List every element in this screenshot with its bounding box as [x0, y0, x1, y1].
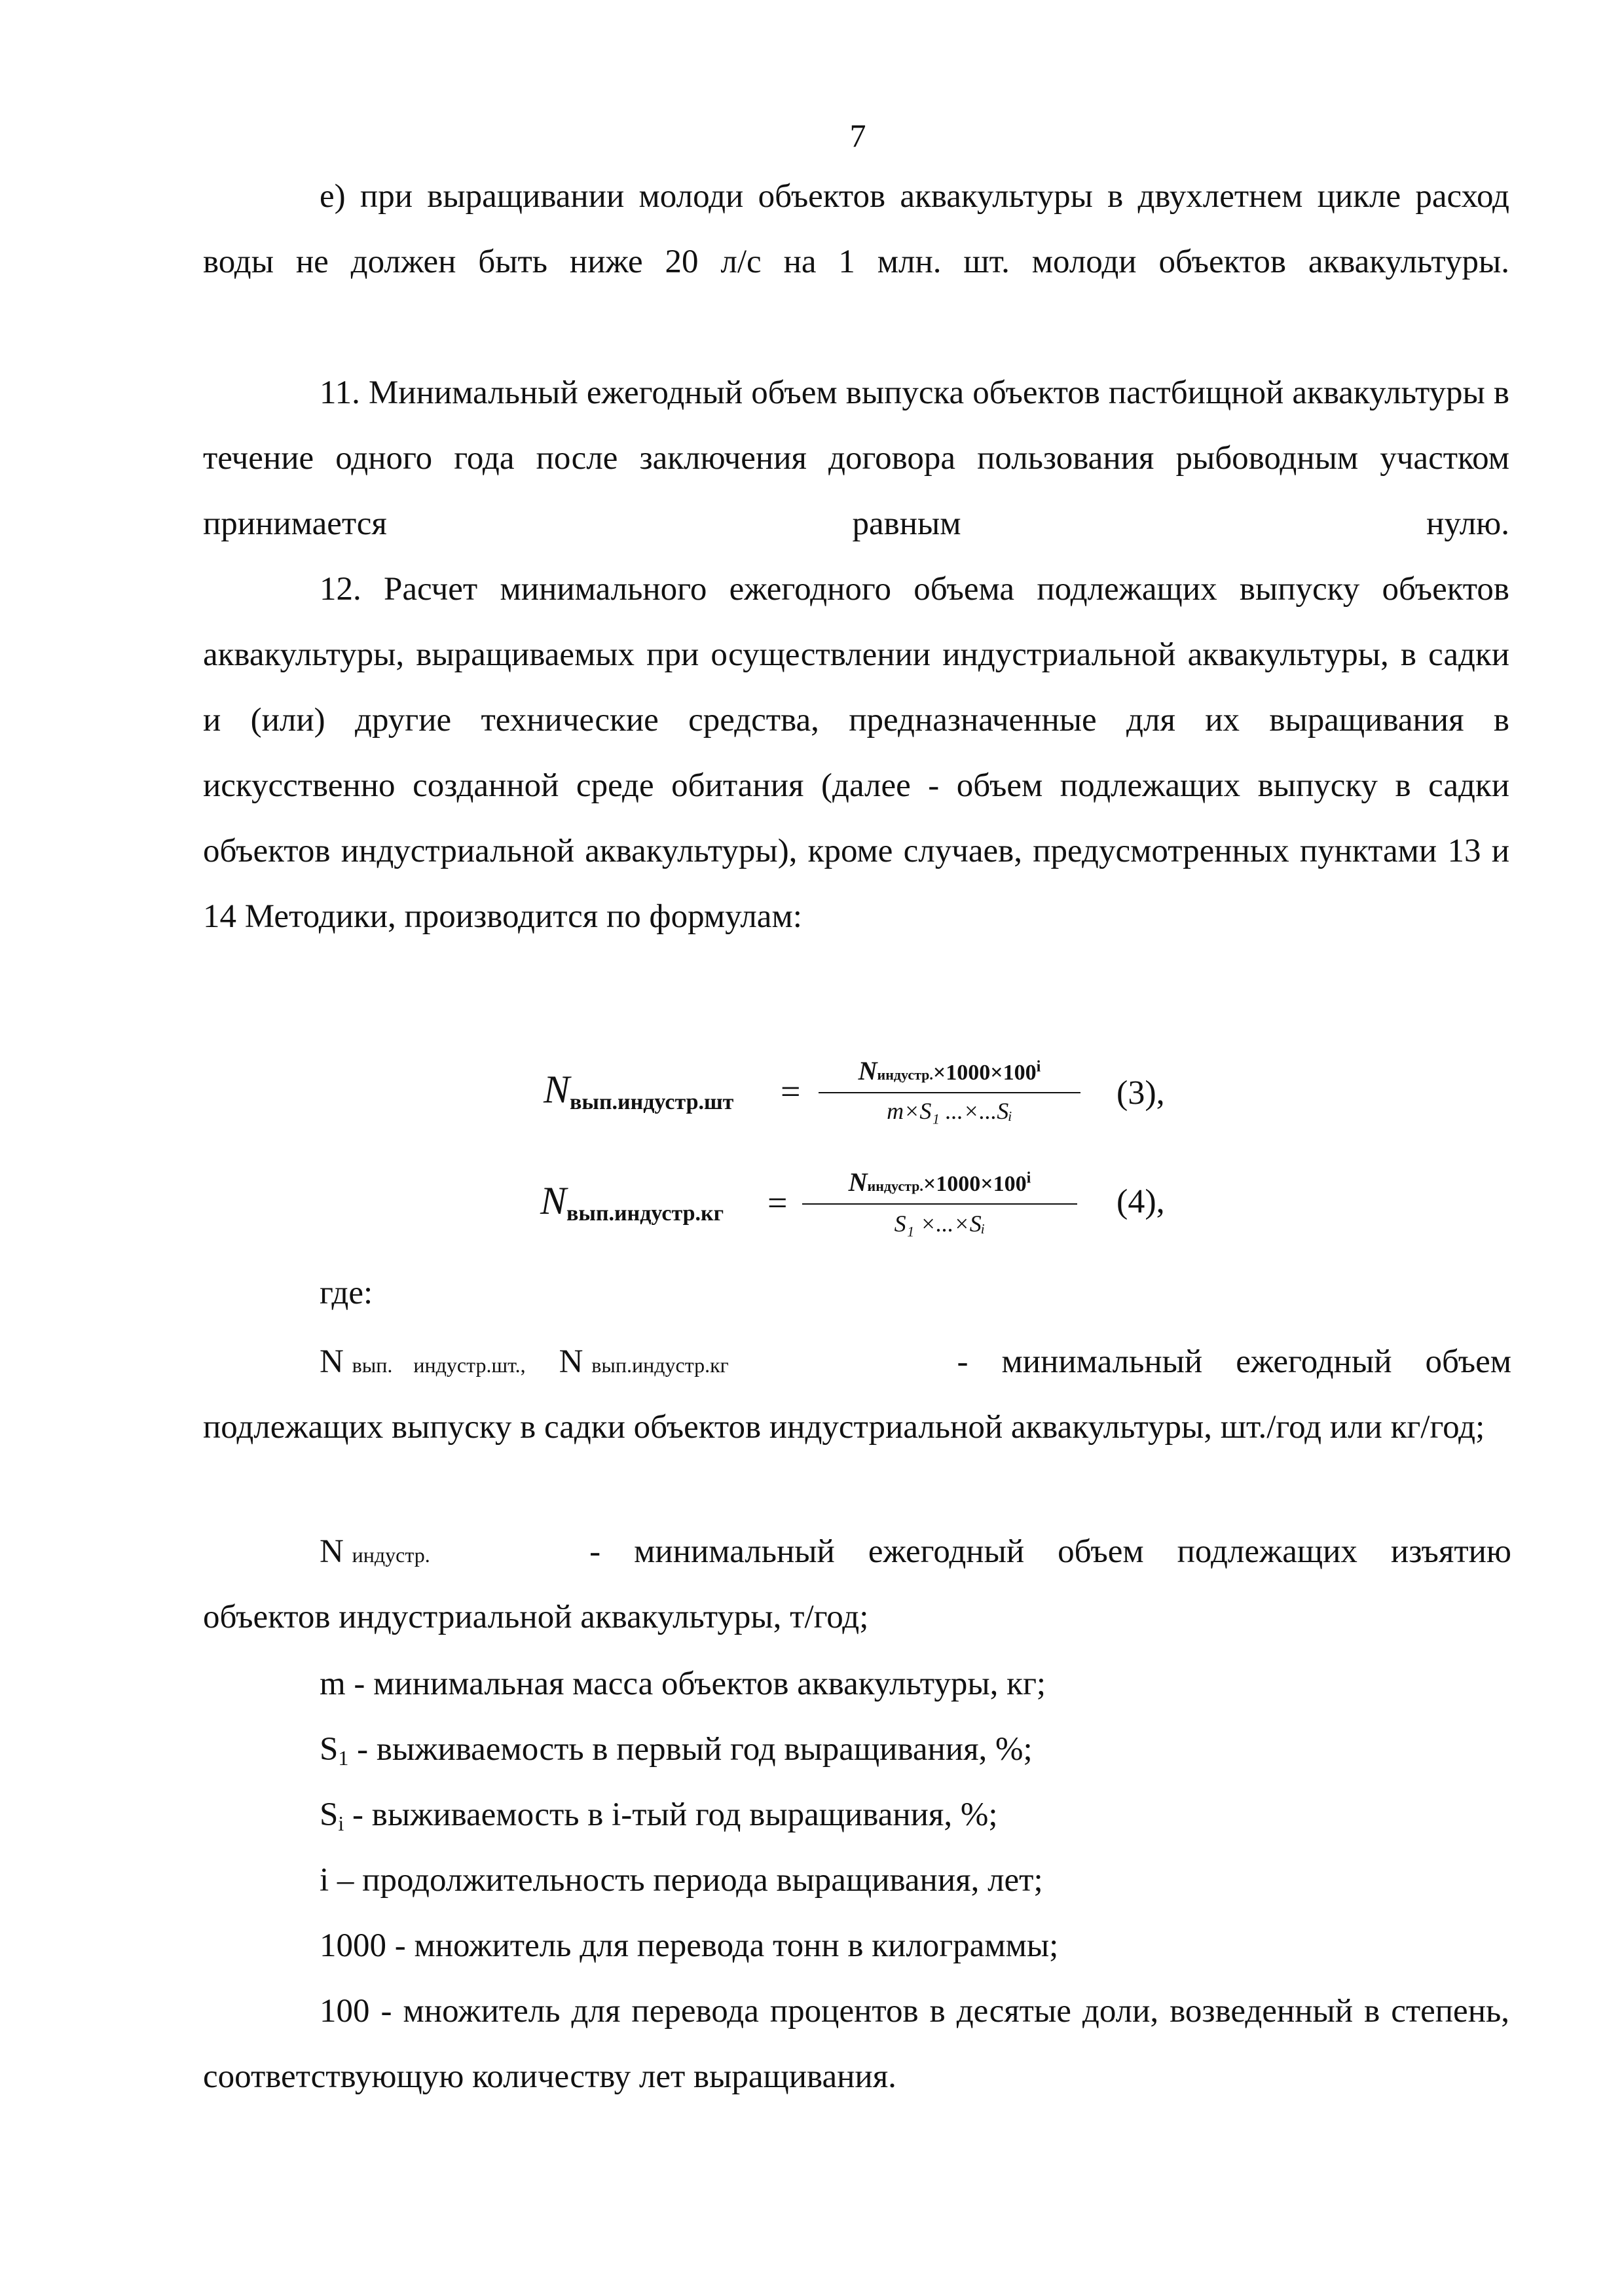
n-industr-symbol: N индустр. [320, 1533, 430, 1570]
n-vyp-symbols: N вып. индустр.шт., N вып.индустр.кг [320, 1343, 729, 1380]
formula-4-fraction-bar [802, 1203, 1077, 1205]
formula-4-number: (4), [1116, 1183, 1165, 1220]
paragraph-11: 11. Минимальный ежегодный объем выпуска объектов пастбищной аквакультуры в течение одного года после заключения договора пользования рыбоводным участком принимается равным нулю. [203, 374, 1509, 542]
definition-100: 100 - множитель для перевода процентов в десятые доли, возведенный в степень, соответствующую количеству лет выращивания. [203, 1993, 1509, 2095]
definition-n-industr-rest: объектов индустриальной аквакультуры, т/год; [203, 1599, 869, 1635]
definition-s1: S1 - выживаемость в первый год выращивания, %; [320, 1731, 1033, 1770]
formula-4-numerator: $Nиндустр.\times 1000\times 100^i$ [848, 1167, 1031, 1197]
formula-3-numerator: $Nиндустр.\times 1000\times 100^i$ [858, 1056, 1041, 1085]
paragraph-12: 12. Расчет минимального ежегодного объема подлежащих выпуску объектов аквакультуры, выращиваемых при осуществлении индустриальной аквакультуры, в садки и (или) другие технические средства, предназначенные для их выращивания в искусственно созданной среде обитания (далее - объем подлежащих выпуску в садки объектов индустриальной аквакультуры), кроме случаев, предусмотренных пунктами 13 и 14 Методики, производится по формулам: [203, 571, 1509, 935]
page-number: 7 [849, 117, 866, 154]
definition-m: m - минимальная масса объектов аквакультуры, кг; [320, 1666, 1046, 1702]
definition-1000: 1000 - множитель для перевода тонн в килограммы; [320, 1927, 1059, 1964]
formula-3-lhs: $N_{вып.индустр.шт}$ [544, 1068, 734, 1114]
definition-n-vyp-first-line [320, 1329, 1511, 1398]
formula-3-fraction-bar [819, 1092, 1080, 1093]
formula-4-denominator: S₁ ×...×Sᵢ [894, 1211, 986, 1237]
paragraph-e: е) при выращивании молоди объектов аквакультуры в двухлетнем цикле расход воды не должен быть ниже 20 л/с на 1 млн. шт. молоди объектов аквакультуры. [203, 178, 1509, 280]
definition-si: Si - выживаемость в i-тый год выращивания, %; [320, 1796, 998, 1835]
definition-i: i – продолжительность периода выращивания, лет; [320, 1862, 1043, 1899]
formula-4-equals: = [767, 1183, 788, 1222]
formula-3-number: (3), [1116, 1074, 1165, 1112]
formula-3-equals: = [781, 1072, 801, 1111]
n-industr-description-start: - минимальный ежегодный объем подлежащих изъятию [589, 1533, 1511, 1570]
formula-4-lhs: $N_{вып.индустр.кг}$ [540, 1179, 724, 1226]
where-label: где: [320, 1275, 373, 1311]
n-vyp-description-start: - минимальный ежегодный объем [957, 1343, 1511, 1380]
formula-3-denominator: m×S₁ ...×...Sᵢ [887, 1098, 1012, 1124]
definition-n-industr-first-line [320, 1519, 1511, 1588]
definition-n-vyp-rest: подлежащих выпуску в садки объектов индустриальной аквакультуры, шт./год или кг/год; [203, 1409, 1485, 1446]
